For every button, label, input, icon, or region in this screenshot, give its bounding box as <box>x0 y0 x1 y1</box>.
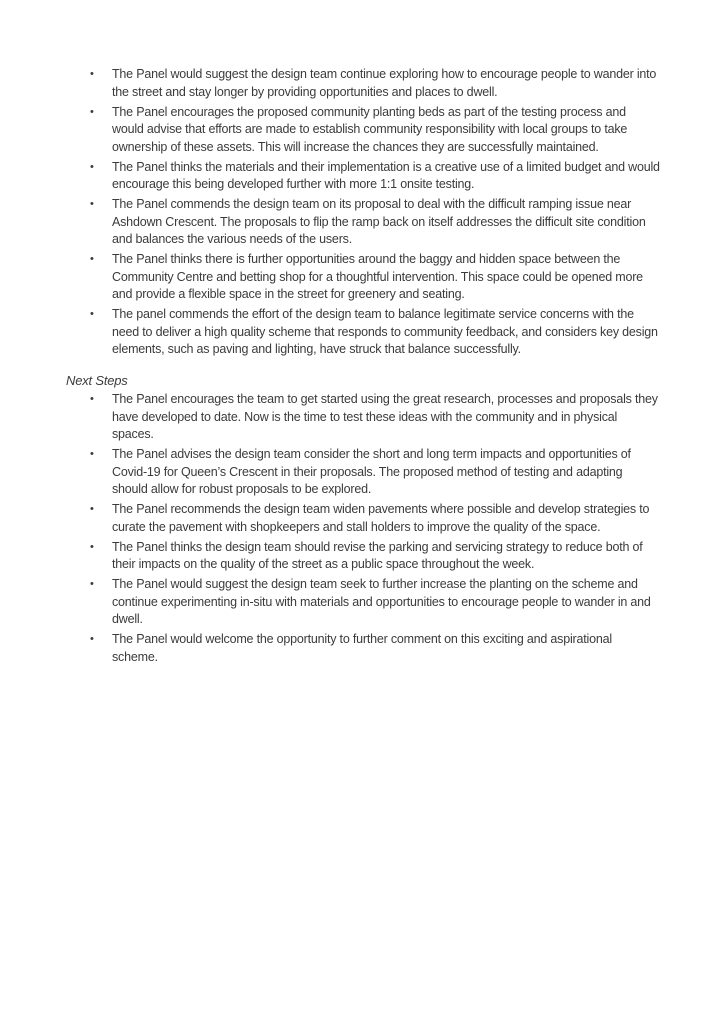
bullet-text: The Panel commends the design team on its proposal to deal with the difficult ramping issue near Ashdown Crescent. The proposals to flip the ramp back on itself addresses the difficult site condition and balances the various needs of the users. <box>112 197 646 246</box>
bullet-text: The Panel would welcome the opportunity to further comment on this exciting and aspirational scheme. <box>112 632 612 664</box>
bullet-text: The Panel encourages the proposed community planting beds as part of the testing process and would advise that efforts are made to establish community responsibility with local groups to take ownership of these assets. This will increase the chances they are successfully maintained. <box>112 104 628 154</box>
list-item <box>66 306 664 359</box>
next-steps-heading: Next Steps <box>66 372 128 388</box>
list-item <box>66 159 664 194</box>
bullet-text: The Panel thinks the design team should revise the parking and servicing strategy to reduce both of their impacts on the quality of the street as a public space throughout the week. <box>112 539 643 571</box>
bullet-icon: • <box>90 503 94 515</box>
list-item <box>66 501 664 536</box>
bullet-icon: • <box>90 198 94 210</box>
bullet-text: The Panel would suggest the design team seek to further increase the planting on the scheme and continue experimenting in-situ with materials and opportunities to encourage people to wander in and dwell. <box>112 577 651 626</box>
bullet-icon: • <box>90 633 94 645</box>
bullet-icon: • <box>90 105 94 118</box>
list-item <box>66 104 664 157</box>
bullet-text: The panel commends the effort of the design team to balance legitimate service concerns with the need to deliver a high quality scheme that responds to community feedback, and considers key design elements, such as paving and lighting, have struck that balance successfully. <box>112 307 658 356</box>
panel-comments-list <box>66 66 664 359</box>
bullet-text: The Panel thinks there is further opportunities around the baggy and hidden space between the Community Centre and betting shop for a thoughtful intervention. This space could be opened more and provide a flexible space in the street for greenery and seating. <box>112 252 643 301</box>
bullet-icon: • <box>90 160 94 173</box>
bullet-icon: • <box>90 540 94 553</box>
list-item <box>66 539 664 574</box>
bullet-icon: • <box>90 253 94 265</box>
bullet-icon: • <box>90 393 94 405</box>
list-item <box>66 576 664 629</box>
list-item <box>66 391 664 444</box>
bullet-text: The Panel advises the design team consider the short and long term impacts and opportunities of Covid-19 for Queen’s Crescent in their proposals. The proposed method of testing and adapting should allow for robust proposals to be explored. <box>112 447 631 496</box>
next-steps-list <box>66 391 664 666</box>
bullet-icon: • <box>90 578 94 590</box>
list-item <box>66 66 664 101</box>
list-item <box>66 196 664 249</box>
list-item <box>66 631 664 666</box>
bullet-icon: • <box>90 448 94 460</box>
bullet-text: The Panel encourages the team to get started using the great research, processes and proposals they have developed to date. Now is the time to test these ideas with the community and in physical spaces. <box>112 392 658 441</box>
list-item <box>66 251 664 304</box>
list-item <box>66 446 664 499</box>
bullet-text: The Panel recommends the design team widen pavements where possible and develop strategies to curate the pavement with shopkeepers and stall holders to improve the quality of the space. <box>112 502 650 534</box>
bullet-text: The Panel thinks the materials and their implementation is a creative use of a limited budget and would encourage this being developed further with more 1:1 onsite testing. <box>112 159 660 191</box>
bullet-icon: • <box>90 308 94 320</box>
bullet-text: The Panel would suggest the design team continue exploring how to encourage people to wander into the street and stay longer by providing opportunities and places to dwell. <box>112 67 657 99</box>
bullet-icon: • <box>90 68 94 80</box>
